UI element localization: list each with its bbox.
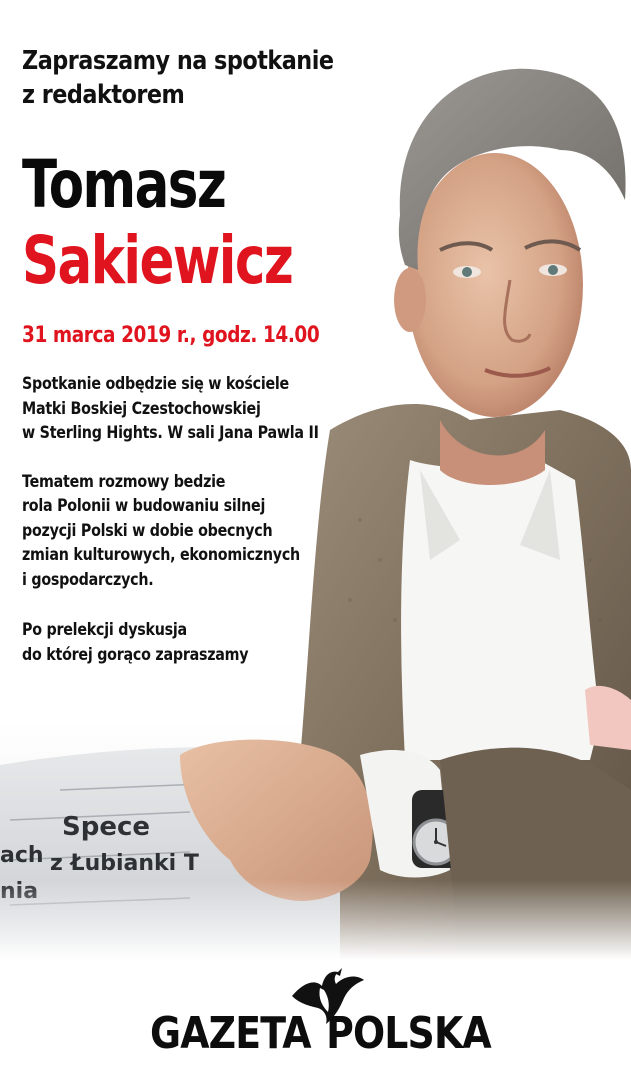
invite-line-1: Zapraszamy na spotkanie bbox=[22, 46, 334, 76]
topic-paragraph bbox=[22, 470, 324, 593]
discussion-line: do której gorąco zapraszamy bbox=[22, 644, 249, 665]
event-date: 31 marca 2019 r., godz. 14.00 bbox=[22, 323, 320, 348]
logo-word-polska: POLSKA bbox=[326, 1008, 491, 1059]
logo-word-gazeta: GAZETA bbox=[150, 1008, 311, 1059]
event-info bbox=[22, 44, 382, 667]
topic-line: pozycji Polski w dobie obecnych bbox=[22, 520, 273, 541]
newspaper-headline-2: z Łubianki T bbox=[50, 851, 199, 876]
newspaper-column-1: ach bbox=[0, 843, 44, 868]
newspaper-headline-1: Spece bbox=[62, 812, 151, 842]
location-line: Spotkanie odbędzie się w kościele bbox=[22, 374, 289, 394]
speaker-last-name: Sakiewicz bbox=[22, 222, 293, 299]
topic-line: Tematem rozmowy bedzie bbox=[22, 471, 226, 492]
topic-line: rola Polonii w budowaniu silnej bbox=[22, 496, 266, 516]
location-line: w Sterling Hights. W sali Jana Pawla II bbox=[22, 423, 319, 443]
location-paragraph bbox=[22, 372, 324, 446]
topic-line: i gospodarczych. bbox=[22, 569, 154, 590]
invite-line-2: z redaktorem bbox=[22, 80, 185, 110]
location-line: Matki Boskiej Czestochowskiej bbox=[22, 398, 261, 419]
topic-line: zmian kulturowych, ekonomicznych bbox=[22, 545, 300, 565]
speaker-first-name: Tomasz bbox=[22, 146, 226, 223]
logo-wordmark bbox=[150, 1010, 491, 1058]
gazeta-polska-logo bbox=[0, 960, 631, 1080]
discussion-line: Po prelekcji dyskusja bbox=[22, 620, 187, 640]
discussion-paragraph bbox=[22, 618, 324, 667]
invite-heading bbox=[22, 44, 332, 112]
